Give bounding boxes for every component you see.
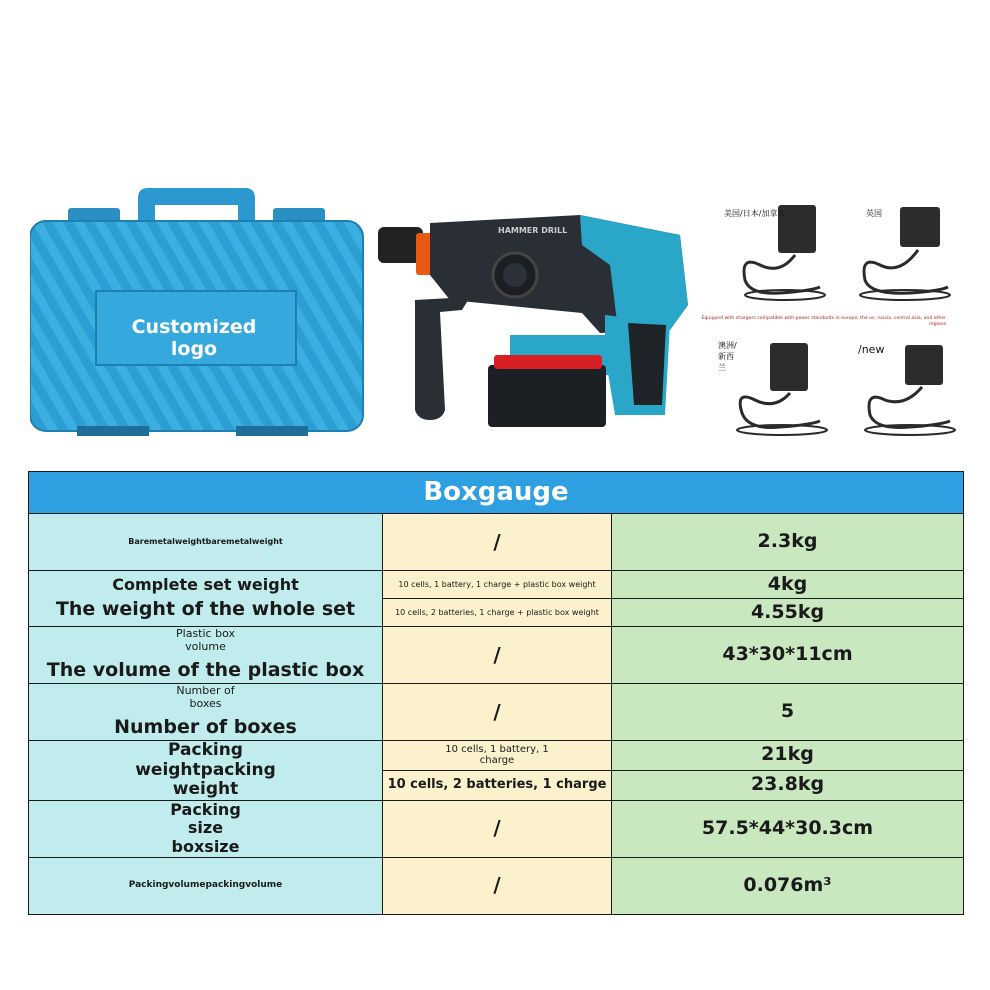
boxes-label-main: Number of boxes xyxy=(114,715,297,738)
packing-size-label xyxy=(29,800,383,857)
bare-metal-value: 2.3kg xyxy=(612,514,964,571)
charger-label-new: /new xyxy=(858,343,885,356)
packing-size-value: 57.5*44*30.3cm xyxy=(612,800,964,857)
plastic-box-value: 43*30*11cm xyxy=(612,627,964,684)
boxes-spec: / xyxy=(383,684,612,741)
packing-size-spec: / xyxy=(383,800,612,857)
packing-weight-value-2: 23.8kg xyxy=(612,770,964,800)
charger-uk xyxy=(860,207,950,300)
hammer-drill-image xyxy=(370,205,700,435)
charger-compat-note: Equipped with chargers compatible with power standards in europe, the us, russia, central asia, and other regions xyxy=(701,316,946,327)
boxes-label-small: Number of boxes xyxy=(176,684,235,711)
packing-weight-label-text: Packing weightpacking weight xyxy=(135,740,276,800)
charger-us xyxy=(744,205,825,300)
packing-volume-label: Packingvolumepackingvolume xyxy=(29,857,383,914)
plastic-box-label-small: Plastic box volume xyxy=(176,627,235,654)
complete-set-value-2: 4.55kg xyxy=(612,599,964,627)
packing-weight-spec-1 xyxy=(383,741,612,771)
plastic-box-spec: / xyxy=(383,627,612,684)
packing-volume-value: 0.076m³ xyxy=(612,857,964,914)
complete-set-spec-2: 10 cells, 2 batteries, 1 charge + plastic box weight xyxy=(383,599,612,627)
boxgauge-table xyxy=(28,471,964,915)
complete-set-label-en: Complete set weight xyxy=(112,575,299,595)
charger-label-us: 美国/日本/加拿大 xyxy=(724,209,786,218)
charger-au xyxy=(865,345,955,435)
complete-set-value-1: 4kg xyxy=(612,571,964,599)
complete-set-spec-1: 10 cells, 1 battery, 1 charge + plastic box weight xyxy=(383,571,612,599)
packing-weight-value-1: 21kg xyxy=(612,741,964,771)
charger-eu xyxy=(737,343,827,435)
bare-metal-spec: / xyxy=(383,514,612,571)
plastic-box-label xyxy=(29,627,383,684)
packing-weight-spec-2: 10 cells, 2 batteries, 1 charge xyxy=(383,770,612,800)
tool-case-image xyxy=(30,183,365,438)
table-title: Boxgauge xyxy=(29,472,964,514)
complete-set-label xyxy=(29,571,383,627)
case-logo-text: Customized logo xyxy=(131,316,257,360)
drill-brand-text: HAMMER DRILL xyxy=(498,226,568,235)
packing-volume-spec: / xyxy=(383,857,612,914)
boxes-value: 5 xyxy=(612,684,964,741)
packing-weight-spec-1-text: 10 cells, 1 battery, 1 charge xyxy=(445,743,549,767)
packing-weight-label xyxy=(29,741,383,801)
boxes-label xyxy=(29,684,383,741)
charger-label-uk: 英国 xyxy=(866,209,882,218)
complete-set-label-en2: The weight of the whole set xyxy=(55,597,356,620)
packing-size-label-text: Packing size boxsize xyxy=(170,800,241,856)
plastic-box-label-main: The volume of the plastic box xyxy=(46,658,365,681)
bare-metal-label: Baremetalweightbaremetalweight xyxy=(29,514,383,571)
charger-label-au: 澳洲/新西兰 xyxy=(718,341,737,372)
